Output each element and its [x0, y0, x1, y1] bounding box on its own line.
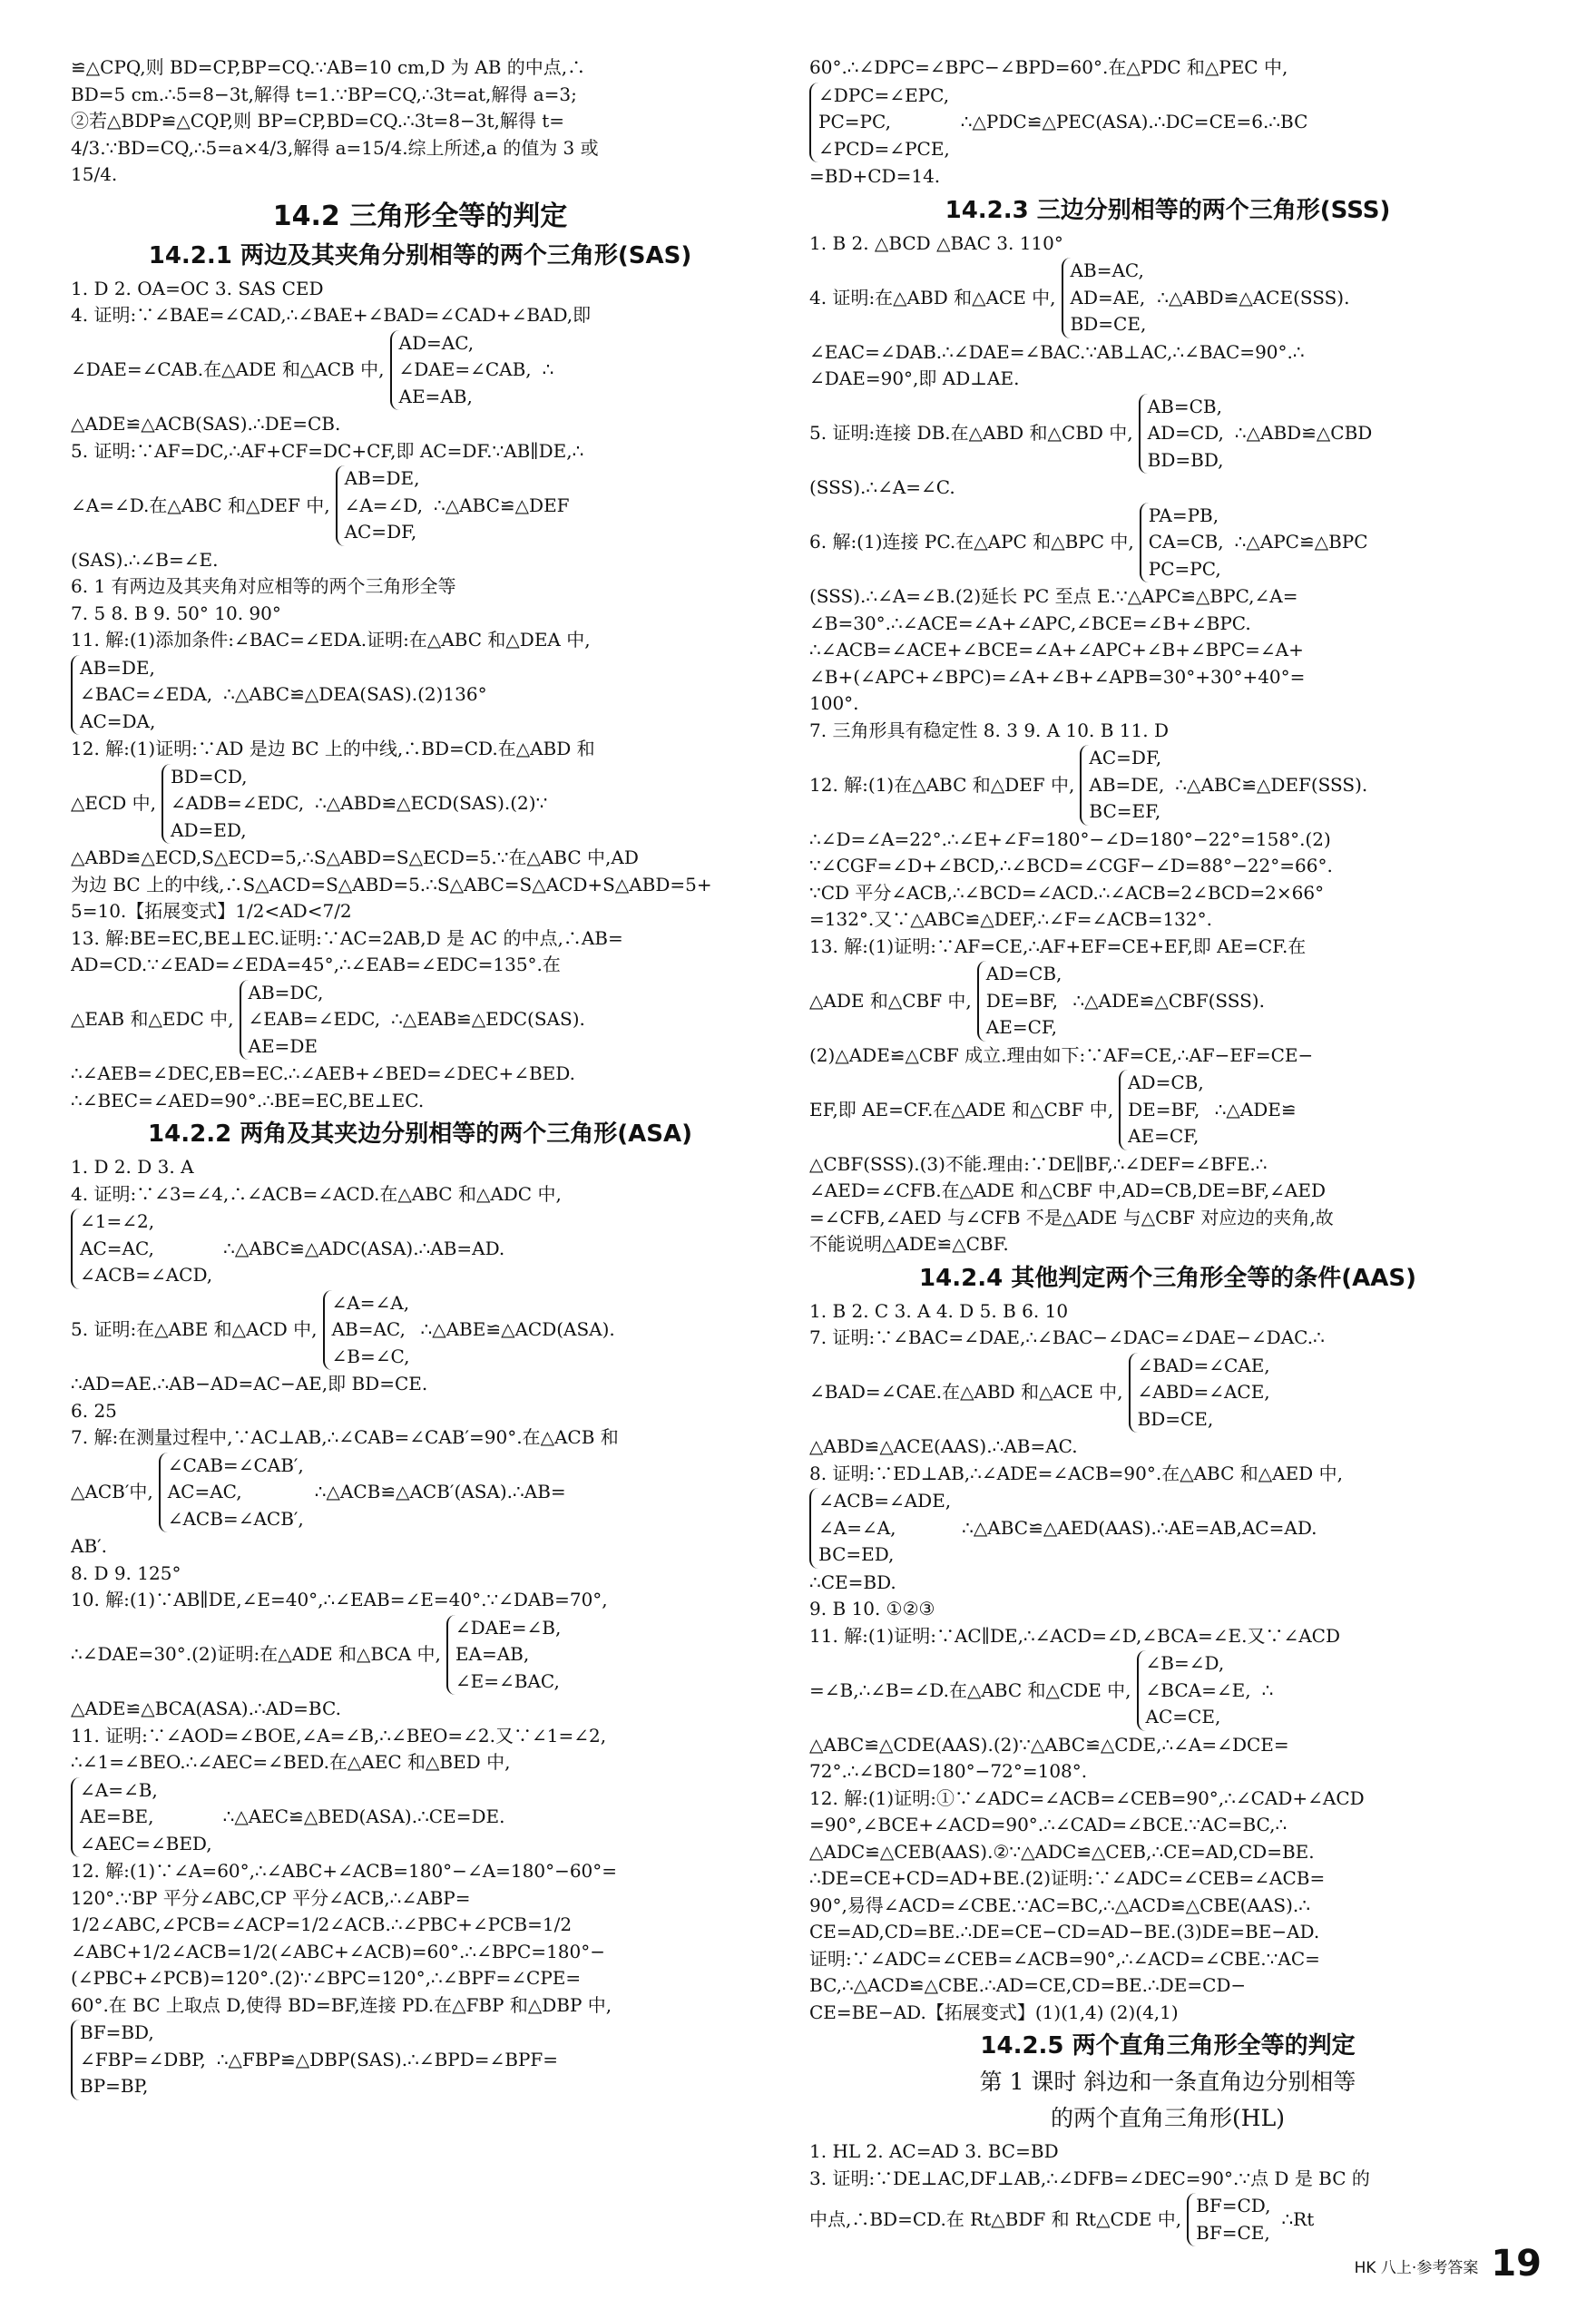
text-line: ②若△BDP≌△CQP,则 BP=CP,BD=CQ.∴3t=8−3t,解得 t=: [71, 110, 565, 132]
proof-conditions: [809, 83, 1526, 163]
text-line: 7. 证明:∵∠BAC=∠DAE,∴∠BAC−∠DAC=∠DAE−∠DAC.∴: [809, 1326, 1325, 1348]
condition: AD=CD,: [1147, 422, 1224, 444]
condition: ∠B=∠C,: [331, 1345, 410, 1367]
text-line: ∴∠ACB=∠ACE+∠BCE=∠A+∠APC+∠B+∠BPC=∠A+: [809, 639, 1304, 660]
text-line: ∴DE=CE+CD=AD+BE.(2)证明:∵∠ADC=∠CEB=∠ACB=: [809, 1867, 1326, 1889]
proof-suffix: ∴△ABC≌△DEF: [433, 494, 570, 516]
condition-brace: [71, 2020, 206, 2100]
proof-suffix: ∴△ABD≌△ECD(SAS).(2)∵: [315, 792, 548, 814]
section-title-14-2-5: 14.2.5 两个直角三角形全等的判定: [980, 2032, 1356, 2060]
condition: AE=CF,: [1128, 1125, 1199, 1147]
text-line: ∴∠1=∠BEO.∴∠AEC=∠BED.在△AEC 和△BED 中,: [71, 1751, 511, 1773]
condition: AE=DE: [248, 1034, 318, 1057]
text-line: 11. 解:(1)添加条件:∠BAC=∠EDA.证明:在△ABC 和△DEA 中,: [71, 629, 591, 651]
text-line: ∵∠CGF=∠D+∠BCD,∴∠BCD=∠CGF−∠D=88°−22°=66°.: [809, 855, 1333, 876]
condition: ∠ADB=∠EDC,: [171, 792, 305, 814]
proof-prefix: ∠DAE=∠CAB.在△ADE 和△ACB 中,: [71, 358, 385, 380]
text-line: BD=5 cm.∴5=8−3t,解得 t=1.∵BP=CQ,∴3t=at,解得 a=3;: [71, 83, 577, 105]
text-line: 9. B 10. ①②③: [809, 1598, 935, 1619]
proof-conditions: [71, 465, 769, 546]
condition: ∠ABD=∠ACE,: [1137, 1381, 1270, 1403]
condition-brace: [323, 1290, 410, 1371]
condition-brace: [1119, 1070, 1204, 1150]
condition-brace: [1187, 2193, 1270, 2246]
text-line: ∠ABC+1/2∠ACB=1/2(∠ABC+∠ACB)=60°.∴∠BPC=180°−: [71, 1940, 605, 1962]
condition: ∠BCA=∠E,: [1145, 1678, 1251, 1701]
condition: ∠E=∠BAC,: [455, 1669, 560, 1692]
lesson-title: 的两个直角三角形(HL): [1051, 2105, 1285, 2131]
text-line: 120°.∵BP 平分∠ABC,CP 平分∠ACB,∴∠ABP=: [71, 1886, 471, 1909]
condition: AB=AC,: [1070, 259, 1144, 281]
condition: BD=CD,: [171, 765, 248, 788]
text-line: 7. 三角形具有稳定性 8. 3 9. A 10. B 11. D: [809, 719, 1169, 741]
text-line: 12. 解:(1)证明:∵AD 是边 BC 上的中线,∴BD=CD.在△ABD 和: [71, 738, 595, 759]
proof-conditions: [809, 258, 1526, 338]
condition: ∠BAD=∠CAE,: [1137, 1354, 1270, 1376]
condition: ∠BAC=∠EDA,: [80, 683, 213, 705]
text-line: 90°,易得∠ACD=∠CBE.∵AC=BC,∴△ACD≌△CBE(AAS).∴: [809, 1893, 1310, 1916]
text-line: ∴∠AEB=∠DEC,EB=EC.∴∠AEB+∠BED=∠DEC+∠BED.: [71, 1062, 575, 1084]
condition: ∠PCD=∠PCE,: [818, 137, 950, 160]
text-line: △CBF(SSS).(3)不能.理由:∵DE∥BF,∴∠DEF=∠BFE.∴: [809, 1152, 1268, 1175]
text-line: 4/3.∵BD=CQ,∴5=a×4/3,解得 a=15/4.综上所述,a 的值为 3 或: [71, 136, 599, 159]
proof-prefix: △ACB′中,: [71, 1481, 153, 1502]
text-line: ∠AED=∠CFB.在△ADE 和△CBF 中,AD=CB,DE=BF,∠AED: [809, 1179, 1327, 1201]
text-line: (2)△ADE≌△CBF 成立.理由如下:∵AF=CE,∴AF−EF=CE−: [809, 1043, 1314, 1066]
proof-suffix: ∴△ACB≌△ACB′(ASA).∴AB=: [314, 1481, 566, 1502]
text-line: 11. 解:(1)证明:∵AC∥DE,∴∠ACD=∠D,∠BCA=∠E.又∵∠ACD: [809, 1624, 1340, 1647]
proof-conditions: [71, 2020, 769, 2100]
condition: DE=BF,: [1128, 1098, 1200, 1120]
condition: AC=DA,: [80, 709, 156, 732]
text-line: (SSS).∴∠A=∠B.(2)延长 PC 至点 E.∵△APC≌△BPC,∠A=: [809, 585, 1298, 607]
text-line: (SSS).∴∠A=∠C.: [809, 476, 955, 498]
text-line: =132°.又∵△ABC≌△DEF,∴∠F=∠ACB=132°.: [809, 908, 1212, 930]
section-title-14-2: 14.2 三角形全等的判定: [272, 200, 568, 232]
proof-suffix: ∴: [542, 358, 554, 380]
lesson-title: 第 1 课时 斜边和一条直角边分别相等: [979, 2069, 1356, 2095]
proof-prefix: ∠BAD=∠CAE.在△ABD 和△ACE 中,: [809, 1381, 1123, 1403]
condition: AD=ED,: [171, 818, 247, 841]
proof-conditions: [809, 1070, 1526, 1150]
condition: ∠DAE=∠CAB,: [398, 358, 532, 380]
condition: AE=BE,: [80, 1805, 154, 1827]
text-line: (∠PBC+∠PCB)=120°.(2)∵∠BPC=120°,∴∠BPF=∠CPE=: [71, 1967, 582, 1989]
condition: ∠A=∠D,: [344, 494, 423, 516]
text-line: 100°.: [809, 692, 859, 714]
proof-conditions: [809, 1488, 1526, 1569]
proof-suffix: ∴△FBP≌△DBP(SAS).∴∠BPD=∠BPF=: [216, 2048, 559, 2070]
condition: AD=CB,: [1128, 1071, 1204, 1093]
proof-prefix: 中点,∴BD=CD.在 Rt△BDF 和 Rt△CDE 中,: [809, 2207, 1182, 2230]
text-line: 1. D 2. OA=OC 3. SAS CED: [71, 277, 324, 299]
condition-brace: [159, 1453, 304, 1533]
condition-brace: [1080, 745, 1164, 826]
left-column: [71, 54, 769, 2101]
text-line: =BD+CD=14.: [809, 165, 941, 187]
proof-suffix: ∴△APC≌△BPC: [1234, 531, 1368, 553]
condition: PA=PB,: [1148, 504, 1219, 526]
condition: ∠ACB=∠ADE,: [818, 1490, 952, 1512]
proof-prefix: △EAB 和△EDC 中,: [71, 1008, 234, 1030]
condition: AD=CB,: [985, 963, 1062, 984]
proof-prefix: 12. 解:(1)在△ABC 和△DEF 中,: [809, 773, 1075, 796]
condition-brace: [71, 655, 212, 736]
proof-prefix: △ADE 和△CBF 中,: [809, 989, 972, 1012]
condition-brace: [336, 465, 423, 546]
condition: AC=AC,: [80, 1237, 154, 1259]
text-line: △ABD≌△ECD,S△ECD=5,∴S△ABD=S△ECD=5.∵在△ABC 中,AD: [71, 846, 639, 868]
proof-conditions: [71, 1777, 769, 1858]
condition: BF=BD,: [80, 2021, 154, 2043]
condition: AE=CF,: [985, 1016, 1058, 1038]
text-line: 3. 证明:∵DE⊥AC,DF⊥AB,∴∠DFB=∠DEC=90°.∵点 D 是 BC 的: [809, 2167, 1370, 2189]
proof-conditions: [809, 2193, 1526, 2246]
condition-brace: [1139, 394, 1224, 475]
condition-brace: [977, 961, 1062, 1042]
condition: ∠B=∠D,: [1145, 1652, 1225, 1674]
text-line: 10. 解:(1)∵AB∥DE,∠E=40°,∴∠EAB=∠E=40°.∵∠DAB=70°,: [71, 1589, 608, 1610]
proof-conditions: [809, 1650, 1526, 1731]
proof-conditions: [71, 330, 769, 411]
page-number: 19: [1491, 2243, 1542, 2285]
condition: ∠A=∠A,: [818, 1516, 896, 1539]
condition: BC=EF,: [1089, 800, 1161, 822]
proof-suffix: ∴: [1261, 1678, 1274, 1701]
text-line: ∴∠D=∠A=22°.∴∠E+∠F=180°−∠D=180°−22°=158°.(2): [809, 827, 1331, 850]
condition: ∠A=∠A,: [331, 1291, 410, 1314]
proof-conditions: [71, 655, 769, 736]
text-line: 60°.在 BC 上取点 D,使得 BD=BF,连接 PD.在△FBP 和△DBP 中,: [71, 1993, 612, 2016]
condition-brace: [1062, 258, 1147, 338]
condition: AB=CB,: [1147, 395, 1222, 417]
condition: AB=DC,: [248, 981, 324, 1003]
condition: BD=BD,: [1147, 448, 1224, 471]
right-column: [809, 54, 1526, 2247]
proof-conditions: [809, 503, 1526, 583]
proof-suffix: ∴Rt: [1281, 2207, 1315, 2230]
condition: DE=BF,: [985, 989, 1059, 1012]
text-line: △ADE≌△BCA(ASA).∴AD=BC.: [71, 1698, 341, 1719]
text-line: ∴∠BEC=∠AED=90°.∴BE=EC,BE⊥EC.: [71, 1089, 425, 1111]
condition-brace: [1129, 1353, 1270, 1433]
text-line: 60°.∴∠DPC=∠BPC−∠BPD=60°.在△PDC 和△PEC 中,: [809, 56, 1288, 78]
condition: AB=DE,: [1089, 773, 1165, 796]
proof-conditions: [809, 961, 1526, 1042]
condition: AB=AC,: [331, 1318, 406, 1340]
condition-brace: [1137, 1650, 1251, 1731]
text-line: 8. 证明:∵ED⊥AB,∴∠ADE=∠ACB=90°.在△ABC 和△AED 中,: [809, 1462, 1343, 1484]
proof-prefix: △ECD 中,: [71, 792, 157, 814]
section-title-14-2-2: 14.2.2 两角及其夹边分别相等的两个三角形(ASA): [148, 1120, 692, 1148]
text-line: 不能说明△ADE≌△CBF.: [809, 1233, 1009, 1255]
text-line: 5=10.【拓展变式】1/2<AD<7/2: [71, 900, 352, 922]
proof-suffix: ∴△ABD≌△CBD: [1234, 422, 1373, 444]
condition: AC=DF,: [1089, 747, 1162, 768]
proof-prefix: 5. 证明:连接 DB.在△ABD 和△CBD 中,: [809, 422, 1133, 444]
text-line: 13. 解:BE=EC,BE⊥EC.证明:∵AC=2AB,D 是 AC 的中点,∴AB=: [71, 926, 623, 949]
proof-suffix: ∴△ABC≌△AED(AAS).∴AE=AB,AC=AD.: [962, 1516, 1317, 1539]
condition: AD=AC,: [398, 331, 475, 354]
text-line: 1/2∠ABC,∠PCB=∠ACP=1/2∠ACB.∴∠PBC+∠PCB=1/2: [71, 1913, 573, 1935]
text-line: 6. 25: [71, 1399, 117, 1422]
text-line: =90°,∠BCE+∠ACD=90°.∴∠CAD=∠BCE.∵AC=BC,∴: [809, 1814, 1288, 1835]
text-line: 13. 解:(1)证明:∵AF=CE,∴AF+EF=CE+EF,即 AE=CF.在: [809, 934, 1307, 957]
text-line: 证明:∵∠ADC=∠CEB=∠ACB=90°,∴∠ACD=∠CBE.∵AC=: [809, 1947, 1320, 1970]
proof-prefix: 5. 证明:在△ABE 和△ACD 中,: [71, 1318, 318, 1340]
condition: ∠ACB=∠ACB′,: [167, 1507, 304, 1530]
condition: AE=AB,: [398, 385, 473, 407]
footer-label: HK 八上·参考答案: [1354, 2259, 1479, 2277]
proof-suffix: ∴△EAB≌△EDC(SAS).: [391, 1008, 585, 1030]
condition-brace: [809, 1488, 951, 1569]
proof-prefix: 6. 解:(1)连接 PC.在△APC 和△BPC 中,: [809, 531, 1134, 553]
condition: AB=DE,: [344, 467, 420, 489]
text-line: 15/4.: [71, 163, 118, 185]
proof-suffix: ∴△ABE≌△ACD(ASA).: [420, 1318, 615, 1340]
condition: AB=DE,: [80, 656, 155, 679]
text-line: △ABD≌△ACE(AAS).∴AB=AC.: [809, 1435, 1078, 1457]
text-line: CE=BE−AD.【拓展变式】(1)(1,4) (2)(4,1): [809, 2001, 1179, 2023]
condition: BC=ED,: [818, 1543, 895, 1565]
text-line: (SAS).∴∠B=∠E.: [71, 548, 219, 571]
proof-suffix: ∴△ABC≌△DEF(SSS).: [1175, 773, 1368, 796]
text-line: BC,∴△ACD≌△CBE.∴AD=CE,CD=BE.∴DE=CD−: [809, 1974, 1247, 1996]
section-title-14-2-4: 14.2.4 其他判定两个三角形全等的条件(AAS): [919, 1264, 1416, 1292]
condition-brace: [71, 1777, 212, 1858]
condition: BF=CD,: [1196, 2195, 1271, 2216]
section-title-14-2-1: 14.2.1 两边及其夹角分别相等的两个三角形(SAS): [148, 241, 692, 269]
proof-conditions: [71, 764, 769, 845]
text-line: AB′.: [71, 1535, 108, 1557]
condition: BD=CE,: [1137, 1407, 1214, 1430]
text-line: CE=AD,CD=BE.∴DE=CE−CD=AD−BE.(3)DE=BE−AD.: [809, 1921, 1320, 1942]
text-line: 72°.∴∠BCD=180°−72°=108°.: [809, 1760, 1088, 1782]
text-line: 1. HL 2. AC=AD 3. BC=BD: [809, 2140, 1059, 2162]
condition-brace: [240, 980, 381, 1061]
condition: ∠DPC=∠EPC,: [818, 83, 950, 106]
text-line: △ADC≌△CEB(AAS).②∵△ADC≌△CEB,∴CE=AD,CD=BE.: [809, 1840, 1315, 1863]
text-line: 12. 解:(1)证明:①∵∠ADC=∠ACB=∠CEB=90°,∴∠CAD+∠ACD: [809, 1786, 1365, 1809]
condition: EA=AB,: [455, 1643, 530, 1665]
text-line: 1. B 2. △BCD △BAC 3. 110°: [809, 231, 1063, 254]
condition: BD=CE,: [1070, 313, 1147, 335]
text-line: 8. D 9. 125°: [71, 1561, 181, 1584]
condition: ∠ACB=∠ACD,: [80, 1264, 213, 1286]
condition: ∠1=∠2,: [80, 1210, 155, 1232]
text-line: 5. 证明:∵AF=DC,∴AF+CF=DC+CF,即 AC=DF.∵AB∥DE,∴: [71, 439, 584, 462]
condition: ∠AEC=∠BED,: [80, 1832, 212, 1854]
proof-suffix: ∴△ABC≌△DEA(SAS).(2)136°: [223, 683, 487, 705]
condition-brace: [809, 83, 950, 163]
condition-brace: [162, 764, 304, 845]
proof-prefix: =∠B,∴∠B=∠D.在△ABC 和△CDE 中,: [809, 1678, 1131, 1701]
condition: ∠EAB=∠EDC,: [248, 1008, 381, 1030]
condition-brace: [446, 1615, 561, 1696]
condition: ∠DAE=∠B,: [455, 1616, 562, 1639]
proof-conditions: [71, 980, 769, 1061]
text-line: ∴CE=BD.: [809, 1570, 896, 1593]
text-line: ∠EAC=∠DAB.∴∠DAE=∠BAC.∵AB⊥AC,∴∠BAC=90°.∴: [809, 340, 1305, 363]
condition: CA=CB,: [1148, 531, 1224, 553]
condition-brace: [71, 1208, 212, 1289]
proof-conditions: [71, 1615, 769, 1696]
proof-conditions: [71, 1290, 769, 1371]
proof-prefix: ∴∠DAE=30°.(2)证明:在△ADE 和△BCA 中,: [71, 1643, 441, 1665]
condition: ∠A=∠B,: [80, 1778, 158, 1801]
proof-suffix: ∴△ADE≌: [1214, 1098, 1297, 1120]
text-line: ∠B+(∠APC+∠BPC)=∠A+∠B+∠APB=30°+30°+40°=: [809, 665, 1306, 688]
section-title-14-2-3: 14.2.3 三边分别相等的两个三角形(SSS): [945, 196, 1391, 224]
text-line: 1. D 2. D 3. A: [71, 1156, 194, 1178]
text-line: 7. 5 8. B 9. 50° 10. 90°: [71, 602, 281, 624]
proof-conditions: [71, 1453, 769, 1533]
text-line: △ADE≌△ACB(SAS).∴DE=CB.: [71, 413, 341, 435]
text-line: △ABC≌△CDE(AAS).(2)∵△ABC≌△CDE,∴∠A=∠DCE=: [809, 1733, 1289, 1756]
text-line: ∠B=30°.∴∠ACE=∠A+∠APC,∠BCE=∠B+∠BPC.: [809, 612, 1251, 634]
text-line: 6. 1 有两边及其夹角对应相等的两个三角形全等: [71, 575, 456, 597]
condition-brace: [1140, 503, 1224, 583]
text-line: ∵CD 平分∠ACB,∴∠BCD=∠ACD.∴∠ACB=2∠BCD=2×66°: [809, 881, 1325, 904]
text-line: 4. 证明:∵∠BAE=∠CAD,∴∠BAE+∠BAD=∠CAD+∠BAD,即: [71, 304, 592, 326]
condition: AC=CE,: [1145, 1706, 1221, 1727]
text-line: AD=CD.∵∠EAD=∠EDA=45°,∴∠EAB=∠EDC=135°.在: [71, 954, 561, 975]
proof-conditions: [809, 1353, 1526, 1433]
text-line: ≌△CPQ,则 BD=CP,BP=CQ.∵AB=10 cm,D 为 AB 的中点,∴: [71, 56, 586, 78]
proof-suffix: ∴△ADE≌△CBF(SSS).: [1072, 989, 1265, 1012]
condition: AD=AE,: [1070, 286, 1146, 308]
text-line: ∠DAE=90°,即 AD⊥AE.: [809, 367, 1020, 389]
condition: BP=BP,: [80, 2075, 149, 2097]
proof-conditions: [71, 1208, 769, 1289]
proof-conditions: [809, 745, 1526, 826]
text-line: 12. 解:(1)∵∠A=60°,∴∠ABC+∠ACB=180°−∠A=180°−60°=: [71, 1860, 618, 1882]
condition: ∠FBP=∠DBP,: [80, 2048, 206, 2070]
proof-suffix: ∴△ABC≌△ADC(ASA).∴AB=AD.: [223, 1237, 505, 1259]
text-line: ∴AD=AE.∴AB−AD=AC−AE,即 BD=CE.: [71, 1373, 428, 1394]
proof-suffix: ∴△ABD≌△ACE(SSS).: [1157, 286, 1350, 308]
text-line: 为边 BC 上的中线,∴S△ACD=S△ABD=5.∴S△ABC=S△ACD+S△ABD=5+: [71, 873, 712, 895]
condition: AC=DF,: [344, 521, 417, 543]
text-line: 11. 证明:∵∠AOD=∠BOE,∠A=∠B,∴∠BEO=∠2.又∵∠1=∠2,: [71, 1724, 607, 1747]
text-line: 1. B 2. C 3. A 4. D 5. B 6. 10: [809, 1299, 1069, 1322]
text-line: 7. 解:在测量过程中,∵AC⊥AB,∴∠CAB=∠CAB′=90°.在△ACB 和: [71, 1426, 619, 1448]
condition-brace: [390, 330, 532, 411]
condition: PC=PC,: [1148, 557, 1221, 580]
proof-suffix: ∴△PDC≌△PEC(ASA).∴DC=CE=6.∴BC: [960, 111, 1308, 132]
proof-prefix: 4. 证明:在△ABD 和△ACE 中,: [809, 286, 1056, 308]
condition: ∠CAB=∠CAB′,: [167, 1453, 304, 1476]
page-footer: [1355, 2243, 1542, 2285]
condition: AC=AC,: [167, 1481, 242, 1502]
text-line: 4. 证明:∵∠3=∠4,∴∠ACB=∠ACD.在△ABC 和△ADC 中,: [71, 1182, 562, 1205]
condition: PC=PC,: [818, 111, 891, 132]
proof-suffix: ∴△AEC≌△BED(ASA).∴CE=DE.: [222, 1805, 505, 1827]
proof-prefix: ∠A=∠D.在△ABC 和△DEF 中,: [71, 494, 330, 516]
condition: BF=CE,: [1196, 2221, 1270, 2244]
proof-prefix: EF,即 AE=CF.在△ADE 和△CBF 中,: [809, 1098, 1114, 1120]
text-line: =∠CFB,∠AED 与∠CFB 不是△ADE 与△CBF 对应边的夹角,故: [809, 1206, 1334, 1228]
proof-conditions: [809, 394, 1526, 475]
